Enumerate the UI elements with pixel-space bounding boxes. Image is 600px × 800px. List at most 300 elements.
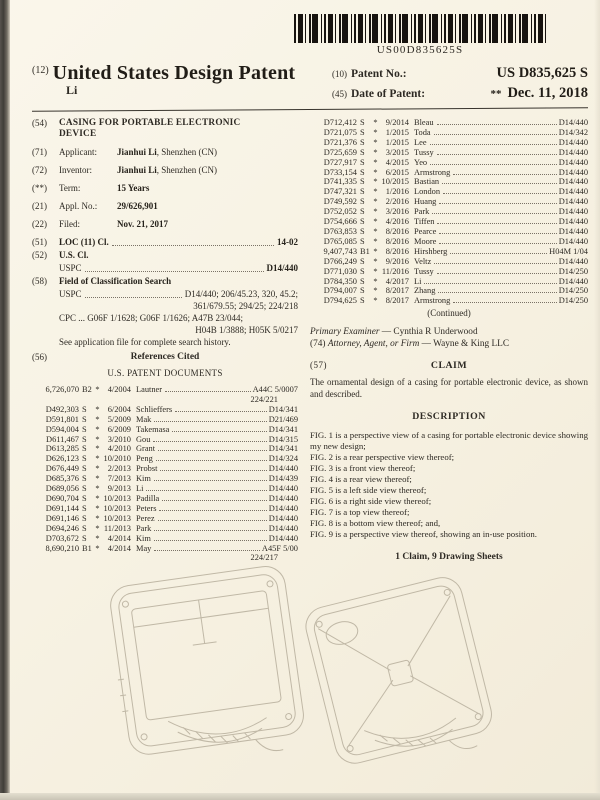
dotted-leader (434, 134, 557, 135)
search-uspc-line1 (59, 289, 298, 300)
ref-classification: D14/440 (558, 256, 588, 266)
field-code: (72) (32, 165, 47, 175)
ref-number: D594,004 (45, 424, 79, 434)
ref-date: 3/2016 (385, 207, 409, 217)
ref-kind-code: S (360, 296, 365, 306)
ref-classification: D14/440 (268, 513, 298, 523)
ref-inventor-name: Tussy (414, 266, 434, 276)
patent-ref-row (32, 385, 298, 395)
patent-ref-row (32, 484, 298, 494)
claim-heading: (57) CLAIM (310, 360, 468, 372)
references-list-left (32, 385, 298, 563)
ref-number: D694,246 (45, 523, 79, 533)
ref-classification: D14/440 (558, 137, 588, 147)
ref-kind-code: S (360, 236, 365, 246)
claim-text: The ornamental design of a casing for portable electronic device, as shown and described. (310, 377, 588, 399)
drawing-figures (0, 545, 600, 800)
patent-ref-row (310, 177, 588, 187)
ref-cited-star: * (95, 424, 100, 434)
dotted-leader (432, 213, 556, 214)
field-code: (56) (32, 352, 47, 362)
dotted-leader (158, 450, 267, 451)
dotted-leader (154, 421, 266, 422)
ref-number: D690,704 (45, 493, 79, 503)
field-us-class (32, 250, 298, 261)
ref-date: 4/2015 (385, 157, 409, 167)
ref-inventor-name: Park (414, 207, 430, 217)
ref-date: 10/2013 (103, 493, 131, 503)
field-code: (**) (32, 183, 47, 193)
field-applicant (32, 147, 298, 158)
ref-classification: D14/250 (558, 266, 588, 276)
ref-cited-star: * (373, 217, 378, 227)
ref-date: 11/2013 (103, 523, 131, 533)
ref-classification: D14/440 (558, 207, 588, 217)
field-code: (51) (32, 237, 47, 247)
dotted-leader (165, 391, 251, 392)
ref-date: 4/2010 (107, 444, 131, 454)
ref-classification: D14/341 (268, 404, 298, 414)
ref-cited-star: * (373, 147, 378, 157)
ref-cited-star: * (373, 246, 378, 256)
ref-date: 4/2014 (107, 543, 131, 553)
ref-number: D766,249 (323, 256, 357, 266)
ref-inventor-name: Tussy (414, 147, 434, 157)
ref-kind-code: S (82, 474, 87, 484)
ref-classification: D14/341 (268, 424, 298, 434)
patent-ref-row (310, 217, 588, 227)
ref-number: D765,085 (323, 236, 357, 246)
ref-classification: D14/440 (268, 523, 298, 533)
patent-ref-row (310, 286, 588, 296)
patent-ref-row (310, 237, 588, 247)
ref-inventor-name: Takemasa (136, 424, 170, 434)
ref-number: D721,075 (323, 127, 357, 137)
ref-cited-star: * (95, 434, 100, 444)
field-label: Term: (59, 183, 81, 193)
ref-inventor-name: Pearce (414, 226, 437, 236)
patent-ref-row (310, 207, 588, 217)
field-appl-no (32, 201, 298, 212)
kind-code: (12) (32, 65, 49, 76)
ref-cited-star: * (373, 236, 378, 246)
patent-ref-row (32, 514, 298, 524)
ref-cited-star: * (95, 454, 100, 464)
patent-ref-row (310, 296, 588, 306)
dotted-leader (434, 263, 556, 264)
ref-number: D691,144 (45, 503, 79, 513)
ref-date: 6/2004 (107, 404, 131, 414)
ref-number: D613,285 (45, 444, 79, 454)
left-column (32, 118, 298, 563)
description-figure-line: FIG. 1 is a perspective view of a casing for portable electronic device showing my new design; (310, 430, 588, 452)
dotted-leader (437, 124, 557, 125)
patent-ref-row (310, 158, 588, 168)
field-inventor (32, 165, 298, 176)
search-note: See application file for complete search history. (59, 337, 231, 347)
ref-date: 4/2004 (107, 385, 131, 394)
ref-number: 8,690,210 (45, 543, 79, 553)
ref-kind-code: S (82, 434, 87, 444)
ref-classification: D14/440 (558, 236, 588, 246)
ref-inventor-name: Kim (136, 533, 151, 543)
ref-inventor-name: Grant (136, 444, 156, 454)
description-figure-line: FIG. 2 is a rear perspective view thereof; (310, 452, 455, 463)
uspc-label: USPC (59, 263, 82, 273)
ref-cited-star: * (373, 276, 378, 286)
ref-date: 9/2016 (385, 256, 409, 266)
description-heading: DESCRIPTION (412, 411, 486, 423)
ref-classification: D14/440 (268, 503, 298, 513)
patent-ref-row (310, 128, 588, 138)
ref-cited-star: * (95, 493, 100, 503)
patent-ref-row (310, 168, 588, 178)
patent-ref-row (310, 247, 588, 257)
ref-number: D626,123 (45, 454, 79, 464)
field-label: Filed: (59, 219, 81, 229)
appl-no-value: 29/626,901 (117, 201, 158, 211)
ref-date: 3/2010 (107, 434, 131, 444)
inventor-surname: Li (66, 83, 78, 97)
ref-date: 8/2017 (385, 286, 409, 296)
ref-date: 10/2010 (103, 454, 131, 464)
document-title: United States Design Patent (52, 62, 296, 84)
right-column (310, 118, 588, 563)
ref-cited-star: * (373, 266, 378, 276)
patent-ref-row (310, 227, 588, 237)
ref-number: D747,321 (323, 187, 357, 197)
patent-date-value (490, 85, 588, 102)
ref-inventor-name: Park (136, 523, 152, 533)
ref-kind-code: S (360, 256, 365, 266)
patent-number-label: Patent No.: (351, 68, 407, 80)
ref-date: 8/2016 (385, 246, 409, 256)
ref-number: D752,052 (323, 207, 357, 217)
dotted-leader (437, 154, 557, 155)
ref-cited-star: * (95, 414, 100, 424)
patent-ref-row (310, 197, 588, 207)
invention-title: CASING FOR PORTABLE ELECTRONIC DEVICE (59, 118, 241, 139)
ref-inventor-name: Armstrong (414, 296, 451, 306)
ref-date: 6/2015 (385, 167, 409, 177)
dotted-leader (154, 480, 267, 481)
patent-number-code: (10) (332, 69, 347, 79)
ref-kind-code: S (82, 484, 87, 494)
dotted-leader (159, 510, 266, 511)
patent-number-row (332, 65, 588, 82)
ref-kind-code: B2 (82, 385, 92, 394)
patent-date-label: Date of Patent: (351, 88, 426, 100)
ref-inventor-name: Zhang (414, 286, 436, 296)
ref-number: D749,592 (323, 197, 357, 207)
patent-ref-row (310, 187, 588, 197)
ref-kind-code: B1 (82, 543, 92, 553)
ref-date: 1/2016 (385, 187, 409, 197)
ref-classification: D14/440 (558, 197, 588, 207)
field-term (32, 183, 298, 194)
dotted-leader (439, 203, 556, 204)
ref-inventor-name: Lautner (136, 385, 163, 394)
ref-number: D794,007 (323, 286, 357, 296)
patent-ref-row (32, 494, 298, 504)
description-figure-line: FIG. 3 is a front view thereof; (310, 463, 416, 474)
ref-kind-code: S (360, 118, 365, 127)
ref-classification: D14/440 (558, 177, 588, 187)
field-title (32, 118, 298, 140)
ref-cited-star: * (373, 207, 378, 217)
ref-number: D721,376 (323, 137, 357, 147)
ref-date: 4/2016 (385, 217, 409, 227)
ref-cited-star: * (95, 464, 100, 474)
ref-cited-star: * (373, 187, 378, 197)
ref-classification: D14/324 (268, 454, 298, 464)
ref-inventor-name: Moore (414, 236, 437, 246)
ref-number: D676,449 (45, 464, 79, 474)
ref-number: D794,625 (323, 296, 357, 306)
inventor-value: Jianhui Li, Shenzhen (CN) (117, 165, 218, 175)
ref-number: D754,666 (323, 217, 357, 227)
ref-classification: D14/440 (268, 533, 298, 543)
ref-classification: D14/440 (558, 276, 588, 286)
examiner-block (310, 326, 588, 350)
ref-kind-code: S (360, 286, 365, 296)
search-uspc-label: USPC (59, 289, 82, 299)
ref-inventor-name: Toda (414, 127, 431, 137)
ref-inventor-name: Peng (136, 454, 153, 464)
patent-ref-row (32, 524, 298, 534)
ref-cited-star: * (373, 167, 378, 177)
dotted-leader (175, 411, 267, 412)
ref-number: D727,917 (323, 157, 357, 167)
patent-ref-row (32, 474, 298, 484)
field-code: (71) (32, 147, 47, 157)
ref-cited-star: * (95, 474, 100, 484)
search-uspc-line2: 361/679.55; 294/25; 224/218 (193, 301, 298, 311)
barcode-block (294, 14, 546, 56)
header-divider (32, 107, 588, 111)
ref-classification: D21/469 (268, 414, 298, 424)
dotted-leader (154, 530, 266, 531)
ref-classification: D14/440 (268, 484, 298, 494)
ref-classification: D14/440 (558, 167, 588, 177)
ref-date: 4/2014 (107, 533, 131, 543)
ref-inventor-name: Bastian (414, 177, 440, 187)
ref-number: D741,335 (323, 177, 357, 187)
description-figure-line: FIG. 5 is a left side view thereof; (310, 485, 427, 496)
ref-number: D771,030 (323, 266, 357, 276)
ref-date: 2/2013 (107, 464, 131, 474)
ref-inventor-name: Peters (136, 503, 157, 513)
ref-kind-code: S (82, 493, 87, 503)
ref-date: 1/2015 (385, 137, 409, 147)
ref-kind-code: S (360, 207, 365, 217)
ref-classification: D14/440 (558, 187, 588, 197)
patent-number-value: US D835,625 S (496, 65, 588, 81)
search-label: Field of Classification Search (59, 276, 172, 286)
dotted-leader (442, 183, 557, 184)
claim-code: (57) (310, 360, 327, 371)
ref-classification: D14/250 (558, 286, 588, 296)
ref-date: 9/2013 (107, 484, 131, 494)
primary-examiner-line: Primary Examiner — Cynthia R Underwood (310, 327, 478, 338)
ref-kind-code: S (82, 414, 87, 424)
loc-label: LOC (11) Cl. (59, 237, 109, 247)
ref-cited-star: * (373, 127, 378, 137)
references-subheading: U.S. PATENT DOCUMENTS (107, 368, 223, 378)
ref-kind-code: S (82, 404, 87, 414)
dotted-leader (439, 233, 556, 234)
ref-cited-star: * (373, 177, 378, 187)
patent-ref-row (32, 435, 298, 445)
ref-date: 3/2015 (385, 147, 409, 157)
uspc-line (59, 263, 298, 274)
dotted-leader (172, 431, 266, 432)
ref-date: 11/2016 (381, 266, 409, 276)
patent-date-code: (45) (332, 89, 347, 99)
barcode-text: US00D835625S (376, 44, 464, 56)
ref-number: D725,659 (323, 147, 357, 157)
patent-ref-row (32, 504, 298, 514)
ref-date: 10/2013 (103, 513, 131, 523)
patent-ref-row (310, 138, 588, 148)
ref-cited-star: * (95, 404, 100, 414)
ref-date: 10/2015 (381, 177, 409, 187)
search-uspc-text1: D14/440; 206/45.23, 320, 45.2; (184, 289, 298, 299)
dotted-leader (437, 223, 556, 224)
field-label: Appl. No.: (59, 201, 98, 211)
patent-ref-row (32, 444, 298, 454)
search-cpc-text1: G06F 1/1628; G06F 1/1626; A47B 23/044; (87, 313, 244, 323)
ref-classification: H04M 1/04 (549, 246, 588, 256)
patent-ref-row (32, 464, 298, 474)
date-prefix: ** (490, 88, 502, 100)
ref-kind-code: S (360, 276, 365, 286)
ref-kind-code: S (360, 167, 365, 177)
ref-classification: D14/440 (268, 493, 298, 503)
ref-classification: D14/341 (268, 444, 298, 454)
ref-classification: A45F 5/00 (261, 543, 298, 553)
patent-date-row (332, 85, 588, 102)
date-text: Dec. 11, 2018 (507, 85, 588, 101)
ref-inventor-name: Probst (136, 464, 158, 474)
ref-classification-cont: 224/221 (250, 394, 278, 404)
ref-cited-star: * (373, 197, 378, 207)
ref-classification: D14/440 (268, 464, 298, 474)
uscl-label: U.S. Cl. (59, 250, 89, 260)
dotted-leader (443, 193, 557, 194)
dotted-leader (158, 520, 267, 521)
dotted-leader (424, 283, 556, 284)
ref-cited-star: * (373, 286, 378, 296)
patent-ref-row (32, 415, 298, 425)
dotted-leader (156, 460, 267, 461)
description-figure-line: FIG. 7 is a top view thereof; (310, 507, 410, 518)
ref-date: 9/2014 (385, 118, 409, 127)
ref-cited-star: * (95, 543, 100, 553)
ref-kind-code: S (82, 424, 87, 434)
ref-cited-star: * (373, 296, 378, 306)
ref-cited-star: * (95, 513, 100, 523)
ref-number: D611,467 (46, 434, 79, 444)
field-label: Inventor: (59, 165, 92, 175)
ref-kind-code: S (360, 197, 365, 207)
ref-kind-code: S (82, 513, 87, 523)
dotted-leader (85, 263, 264, 272)
ref-date: 8/2017 (385, 296, 409, 306)
references-heading: (56) References Cited (32, 352, 200, 362)
ref-inventor-name: Hirshberg (414, 246, 448, 256)
loc-value: 14-02 (277, 237, 298, 247)
patent-ref-row (310, 277, 588, 287)
applicant-value: Jianhui Li, Shenzhen (CN) (117, 147, 218, 157)
ref-cited-star: * (373, 118, 378, 127)
ref-date: 8/2016 (385, 236, 409, 246)
ref-inventor-name: Li (136, 484, 144, 494)
ref-classification: D14/440 (558, 118, 588, 127)
document-header (32, 62, 588, 105)
term-value: 15 Years (117, 183, 150, 193)
ref-kind-code: S (82, 503, 87, 513)
ref-number: D763,853 (323, 226, 357, 236)
ref-classification: D14/440 (558, 157, 588, 167)
ref-date: 7/2013 (107, 474, 131, 484)
description-figure-line: FIG. 6 is a right side view thereof; (310, 496, 432, 507)
ref-inventor-name: Bleau (414, 118, 434, 127)
dotted-leader (430, 164, 557, 165)
dotted-leader (153, 441, 266, 442)
ref-kind-code: S (360, 266, 365, 276)
ref-number: D492,303 (45, 404, 79, 414)
ref-kind-code: S (82, 444, 87, 454)
ref-cited-star: * (373, 256, 378, 266)
patent-ref-row (310, 267, 588, 277)
figure-2-drawing (292, 551, 502, 800)
ref-cited-star: * (95, 385, 100, 394)
ref-number: D703,672 (45, 533, 79, 543)
figure-1-drawing (95, 547, 325, 792)
ref-date: 10/2013 (103, 503, 131, 513)
ref-cited-star: * (95, 523, 100, 533)
ref-kind-code: S (360, 177, 365, 187)
ref-classification: D14/440 (558, 226, 588, 236)
ref-cited-star: * (95, 444, 100, 454)
patent-ref-row (32, 425, 298, 435)
ref-kind-code: S (82, 464, 87, 474)
claims-sheets-line: 1 Claim, 9 Drawing Sheets (395, 552, 503, 563)
ref-classification: D14/440 (558, 217, 588, 227)
ref-date: 4/2017 (385, 276, 409, 286)
ref-inventor-name: Mak (136, 414, 152, 424)
dotted-leader (439, 243, 556, 244)
ref-inventor-name: Schlieffers (136, 404, 173, 414)
ref-number: D733,154 (323, 167, 357, 177)
ref-cited-star: * (373, 157, 378, 167)
ref-number: 9,407,743 (323, 246, 357, 256)
uspc-value: D14/440 (266, 263, 298, 273)
ref-inventor-name: May (136, 543, 152, 553)
field-search (32, 276, 298, 287)
ref-number: D712,412 (323, 118, 357, 127)
patent-ref-row (32, 454, 298, 464)
description-figure-line: FIG. 8 is a bottom view thereof; and, (310, 518, 441, 529)
ref-inventor-name: Tiffen (414, 217, 435, 227)
ref-date: 2/2016 (385, 197, 409, 207)
dotted-leader (437, 273, 557, 274)
description-figure-line: FIG. 9 is a perspective view thereof, showing an in-use position. (310, 529, 537, 540)
ref-date: 1/2015 (385, 127, 409, 137)
ref-inventor-name: Armstrong (414, 167, 451, 177)
ref-inventor-name: Huang (414, 197, 437, 207)
